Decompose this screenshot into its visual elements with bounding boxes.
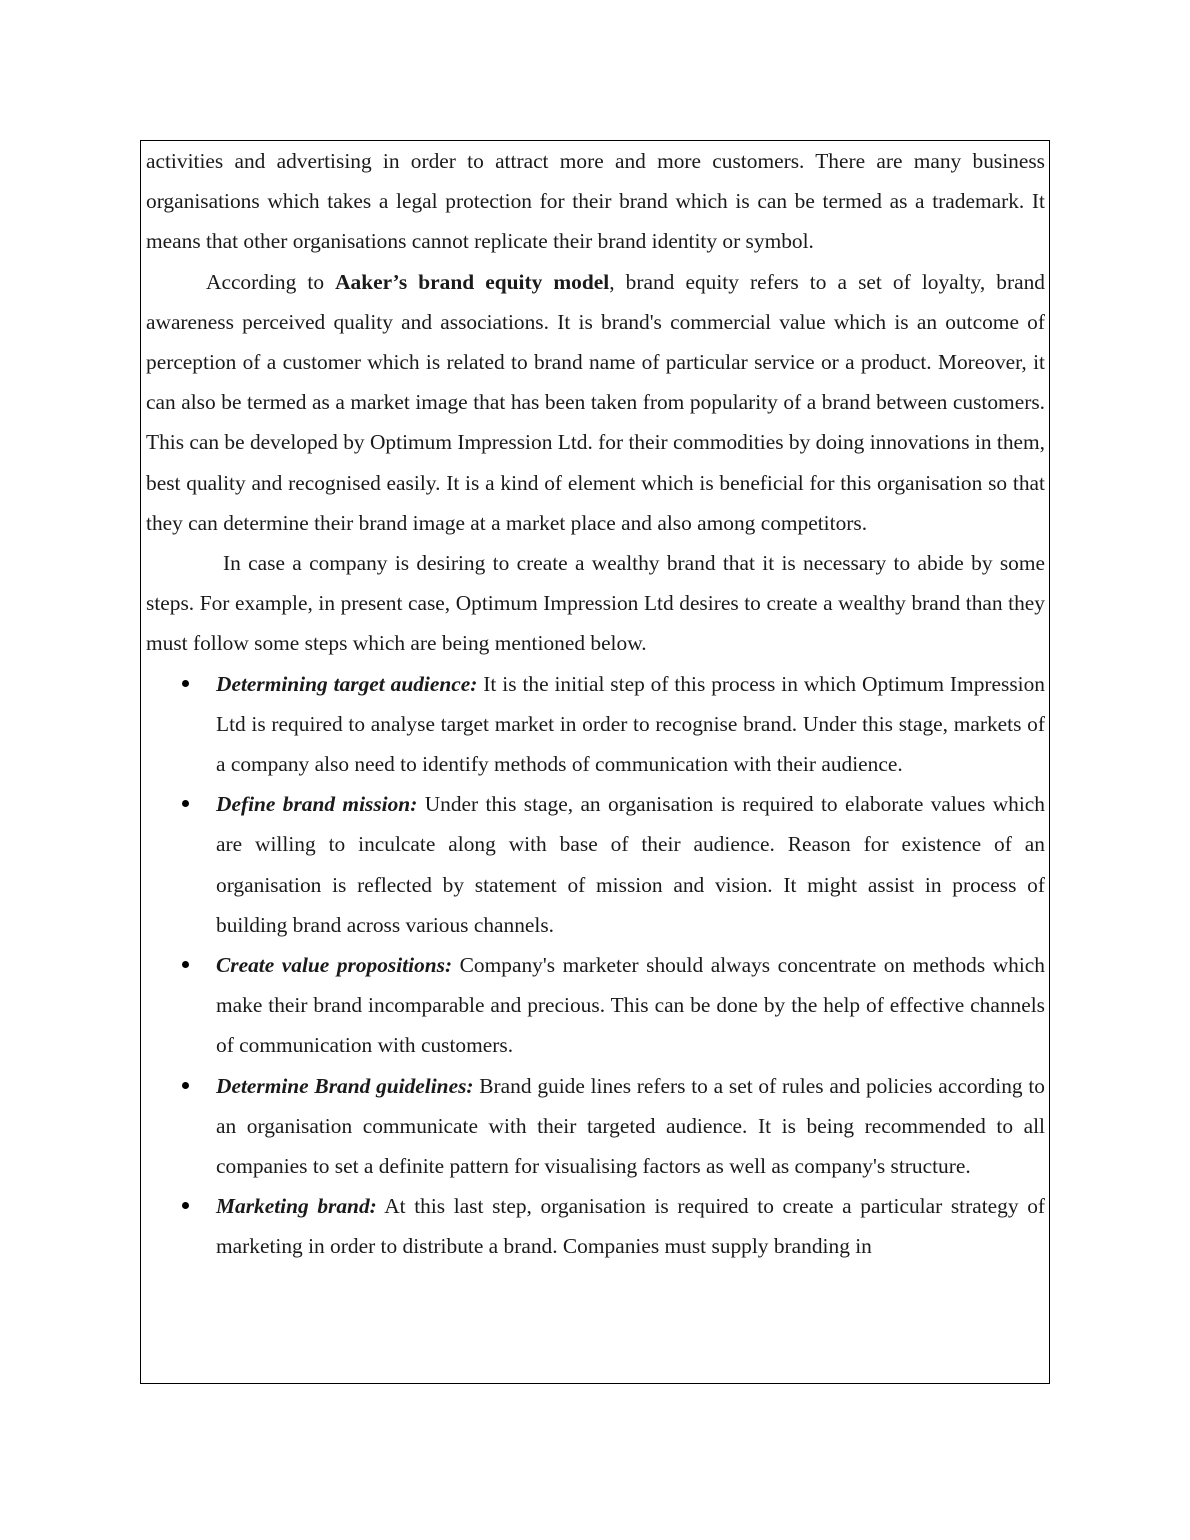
list-item bbox=[146, 664, 1045, 785]
page-text-frame bbox=[140, 140, 1050, 1384]
step-term: Create value propositions: bbox=[216, 953, 453, 978]
bullet-icon bbox=[182, 1202, 189, 1209]
list-item bbox=[146, 784, 1045, 945]
list-item bbox=[146, 945, 1045, 1066]
step-term: Marketing brand: bbox=[216, 1194, 377, 1219]
step-description: At this last step, organisation is required to create a particular strategy of marketing in order to distribute a brand. Companies must supply branding in bbox=[216, 1194, 1046, 1259]
step-description: It is the initial step of this process in which Optimum Impression Ltd is required to analyse target market in order to recognise brand. Under this stage, markets of a company also need to identify methods of communication with their audience. bbox=[216, 671, 1045, 777]
paragraph-body-text: , brand equity refers to a set of loyalty, brand awareness perceived quality and associations. It is brand's commercial value which is an outcome of perception of a customer which is related to brand name of particular service or a product. Moreover, it can also be termed as a market image that has been taken from popularity of a brand between customers. This can be developed by Optimum Impression Ltd. for their commodities by doing innovations in them, best quality and recognised easily. It is a kind of element which is beneficial for this organisation so that they can determine their brand image at a market place and also among competitors. bbox=[146, 269, 1045, 535]
paragraph-brand-steps-intro: In case a company is desiring to create a wealthy brand that it is necessary to abide by some steps. For example, in present case, Optimum Impression Ltd desires to create a wealthy brand than they must follow some steps which are being mentioned below. bbox=[146, 551, 1045, 656]
paragraph-brand-equity bbox=[146, 262, 1045, 543]
aaker-model-term: Aaker’s brand equity model bbox=[335, 269, 610, 294]
brand-steps-list bbox=[146, 664, 1045, 1267]
paragraph-trademark: activities and advertising in order to attract more and more customers. There are many business organisations which takes a legal protection for their brand which is can be termed as a trademark. It means that other organisations cannot replicate their brand identity or symbol. bbox=[146, 149, 1045, 254]
bullet-icon bbox=[182, 1082, 189, 1089]
step-description: Company's marketer should always concentrate on methods which make their brand incomparable and precious. This can be done by the help of effective channels of communication with customers. bbox=[216, 953, 1045, 1058]
step-term: Determining target audience: bbox=[216, 671, 478, 696]
paragraph-lead-text: According to bbox=[206, 269, 336, 294]
document-body bbox=[146, 141, 1045, 1267]
step-term: Define brand mission: bbox=[216, 792, 418, 817]
bullet-icon bbox=[182, 680, 189, 687]
step-term: Determine Brand guidelines: bbox=[216, 1073, 474, 1098]
list-item bbox=[146, 1186, 1045, 1266]
list-item bbox=[146, 1066, 1045, 1187]
bullet-icon bbox=[182, 800, 189, 807]
step-description: Brand guide lines refers to a set of rules and policies according to an organisation communicate with their targeted audience. It is being recommended to all companies to set a definite pattern for visualising factors as well as company's structure. bbox=[216, 1073, 1045, 1179]
step-description: Under this stage, an organisation is required to elaborate values which are willing to inculcate along with base of their audience. Reason for existence of an organisation is reflected by statement of mission and vision. It might assist in process of building brand across various channels. bbox=[216, 792, 1045, 937]
bullet-icon bbox=[182, 961, 189, 968]
